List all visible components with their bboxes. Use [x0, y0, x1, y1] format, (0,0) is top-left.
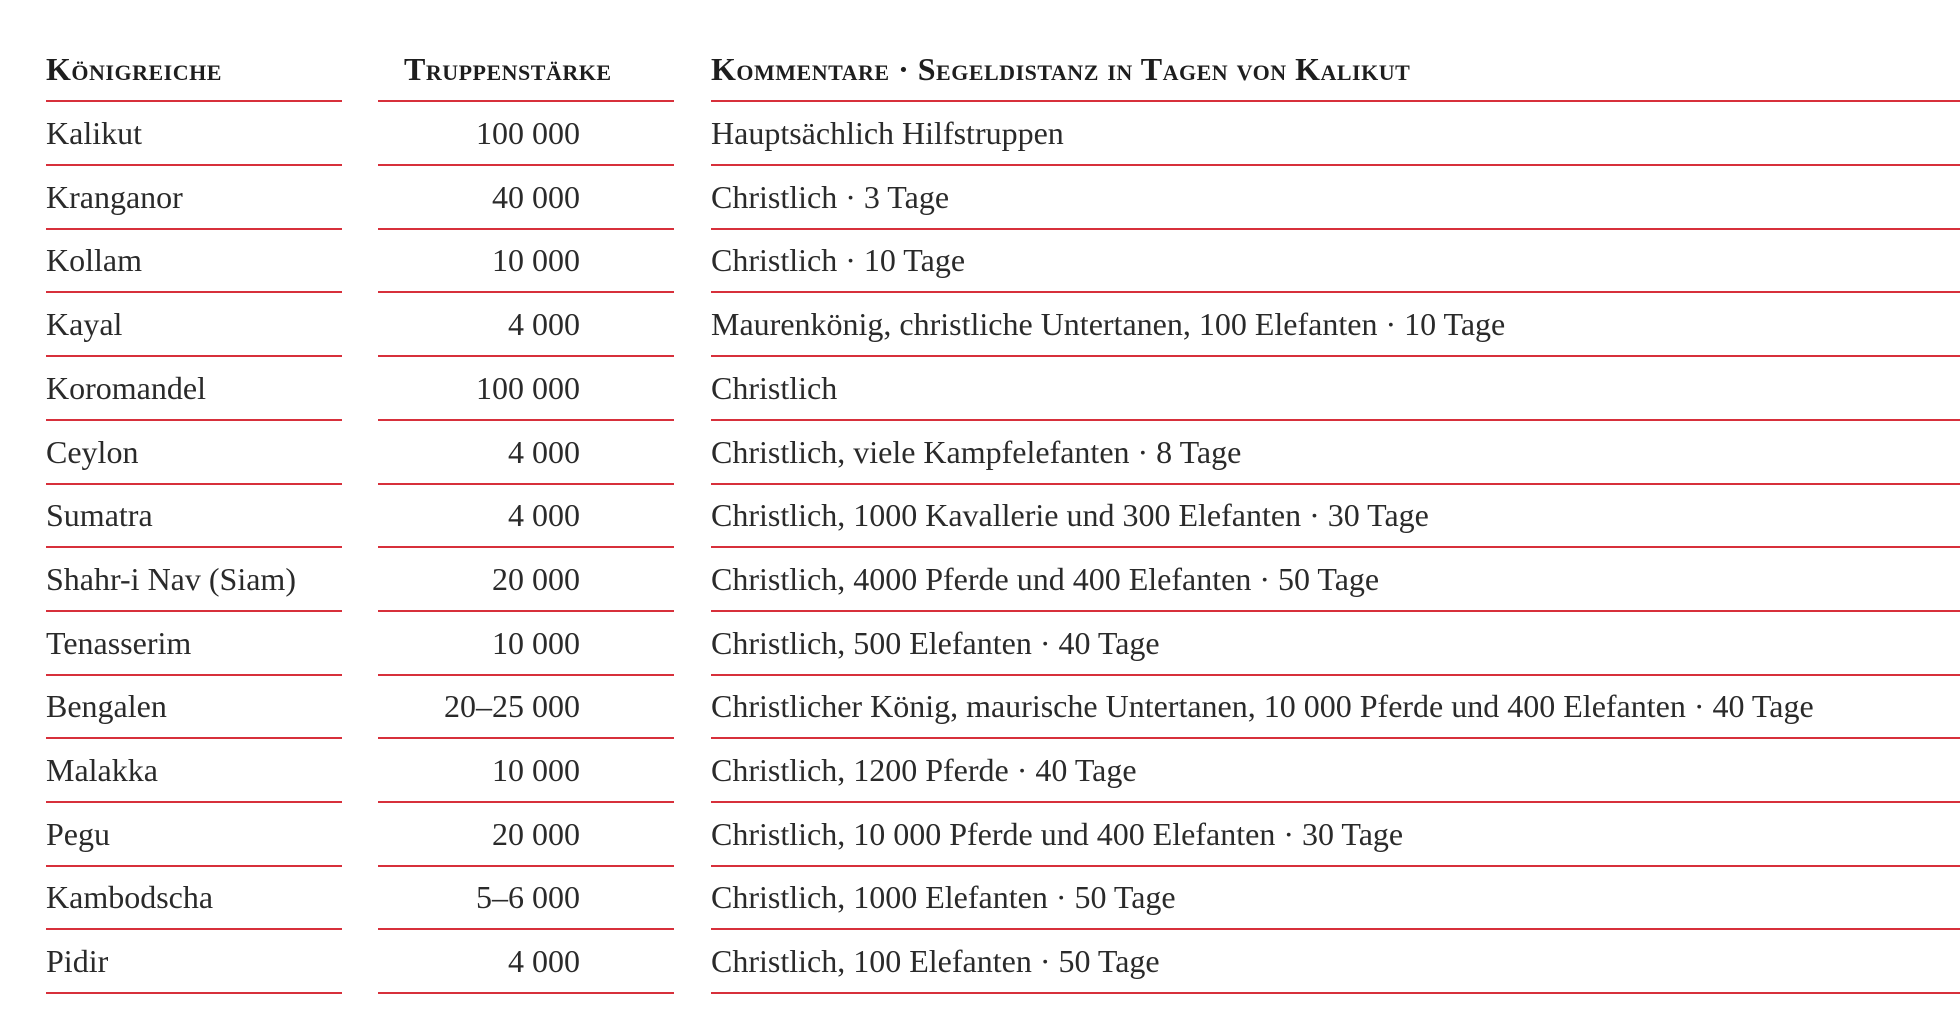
- troops-cell: [378, 803, 674, 867]
- troops-cell: [378, 166, 674, 230]
- comment-cell: [711, 739, 1960, 803]
- kingdom-cell-text: Ceylon: [46, 433, 139, 470]
- kingdom-cell: [46, 930, 342, 994]
- troops-cell: [378, 421, 674, 485]
- comment-cell-text: Christlich · 3 Tage: [711, 178, 950, 215]
- kingdom-cell: [46, 421, 342, 485]
- comment-cell-text: Christlich, viele Kampfelefanten · 8 Tage: [711, 433, 1242, 470]
- kingdom-cell: [46, 803, 342, 867]
- header-kingdoms-label: Königreiche: [46, 51, 222, 87]
- comment-cell-text: Christlich, 4000 Pferde und 400 Elefanten · 50 Tage: [711, 560, 1380, 597]
- comment-cell-text: Christlich: [711, 369, 838, 406]
- header-troops: [378, 40, 674, 102]
- comment-cell: [711, 421, 1960, 485]
- kingdom-cell: [46, 484, 342, 548]
- comment-cell: [711, 229, 1960, 293]
- comment-cell: [711, 866, 1960, 930]
- comment-cell: [711, 803, 1960, 867]
- kingdom-cell: [46, 612, 342, 676]
- comment-cell-text: Christlich, 1000 Elefanten · 50 Tage: [711, 879, 1176, 916]
- header-troops-label: Truppenstärke: [404, 51, 612, 87]
- comment-cell-text: Christlich, 10 000 Pferde und 400 Elefanten · 30 Tage: [711, 815, 1404, 852]
- troops-cell-text: 4 000: [508, 943, 580, 980]
- header-comments-label: Kommentare · Segeldistanz in Tagen von Kalikut: [711, 51, 1411, 87]
- troops-cell: [378, 229, 674, 293]
- troops-cell: [378, 675, 674, 739]
- troops-cell-text: 40 000: [492, 178, 580, 215]
- comment-cell: [711, 102, 1960, 166]
- kingdom-cell-text: Shahr-i Nav (Siam): [46, 560, 296, 597]
- kingdom-cell: [46, 166, 342, 230]
- kingdom-cell-text: Kollam: [46, 242, 142, 279]
- comment-cell-text: Christlich · 10 Tage: [711, 242, 966, 279]
- troops-cell: [378, 866, 674, 930]
- kingdom-cell: [46, 548, 342, 612]
- troops-cell-text: 100 000: [476, 369, 580, 406]
- kingdom-cell-text: Bengalen: [46, 688, 167, 725]
- troops-cell: [378, 484, 674, 548]
- header-comments: [711, 40, 1960, 102]
- kingdom-cell-text: Sumatra: [46, 497, 153, 534]
- kingdom-cell: [46, 102, 342, 166]
- kingdom-cell-text: Tenasserim: [46, 624, 192, 661]
- comment-cell-text: Maurenkönig, christliche Untertanen, 100 Elefanten · 10 Tage: [711, 306, 1506, 343]
- comment-cell: [711, 548, 1960, 612]
- kingdom-cell: [46, 739, 342, 803]
- comment-cell: [711, 357, 1960, 421]
- kingdom-cell-text: Kambodscha: [46, 879, 214, 916]
- kingdom-cell-text: Pidir: [46, 943, 109, 980]
- kingdom-cell-text: Malakka: [46, 752, 158, 788]
- troops-cell-text: 10 000: [492, 242, 580, 279]
- comment-cell-text: Christlich, 1000 Kavallerie und 300 Elefanten · 30 Tage: [711, 497, 1429, 534]
- troops-cell-text: 10 000: [492, 752, 580, 788]
- comment-cell-text: Christlich, 100 Elefanten · 50 Tage: [711, 943, 1160, 980]
- troops-cell: [378, 930, 674, 994]
- kingdom-cell-text: Kalikut: [46, 115, 142, 151]
- troops-cell-text: 4 000: [508, 433, 580, 470]
- kingdom-cell: [46, 357, 342, 421]
- troops-cell: [378, 102, 674, 166]
- comment-cell-text: Christlich, 1200 Pferde · 40 Tage: [711, 752, 1137, 788]
- troops-cell-text: 20–25 000: [444, 688, 580, 725]
- troops-cell-text: 20 000: [492, 560, 580, 597]
- comment-cell: [711, 930, 1960, 994]
- troops-cell-text: 5–6 000: [476, 879, 580, 916]
- comment-cell: [711, 675, 1960, 739]
- kingdom-cell: [46, 866, 342, 930]
- troops-cell-text: 4 000: [508, 497, 580, 534]
- comment-cell: [711, 166, 1960, 230]
- kingdom-cell-text: Kranganor: [46, 178, 183, 215]
- troops-cell-text: 10 000: [492, 624, 580, 661]
- kingdom-cell-text: Kayal: [46, 306, 123, 343]
- troops-cell-text: 20 000: [492, 815, 580, 852]
- troops-cell: [378, 612, 674, 676]
- kingdom-cell: [46, 675, 342, 739]
- troops-cell: [378, 293, 674, 357]
- comment-cell-text: Hauptsächlich Hilfstruppen: [711, 115, 1064, 151]
- troops-cell: [378, 357, 674, 421]
- header-kingdoms: [46, 40, 342, 102]
- troops-cell: [378, 739, 674, 803]
- kingdom-cell-text: Koromandel: [46, 369, 206, 406]
- troops-cell: [378, 548, 674, 612]
- kingdom-cell: [46, 229, 342, 293]
- troops-cell-text: 100 000: [476, 115, 580, 151]
- comment-cell-text: Christlicher König, maurische Untertanen, 10 000 Pferde und 400 Elefanten · 40 Tage: [711, 688, 1814, 725]
- kingdom-cell-text: Pegu: [46, 815, 110, 852]
- comment-cell: [711, 484, 1960, 548]
- comment-cell: [711, 293, 1960, 357]
- troops-cell-text: 4 000: [508, 306, 580, 343]
- kingdom-cell: [46, 293, 342, 357]
- comment-cell: [711, 612, 1960, 676]
- comment-cell-text: Christlich, 500 Elefanten · 40 Tage: [711, 624, 1160, 661]
